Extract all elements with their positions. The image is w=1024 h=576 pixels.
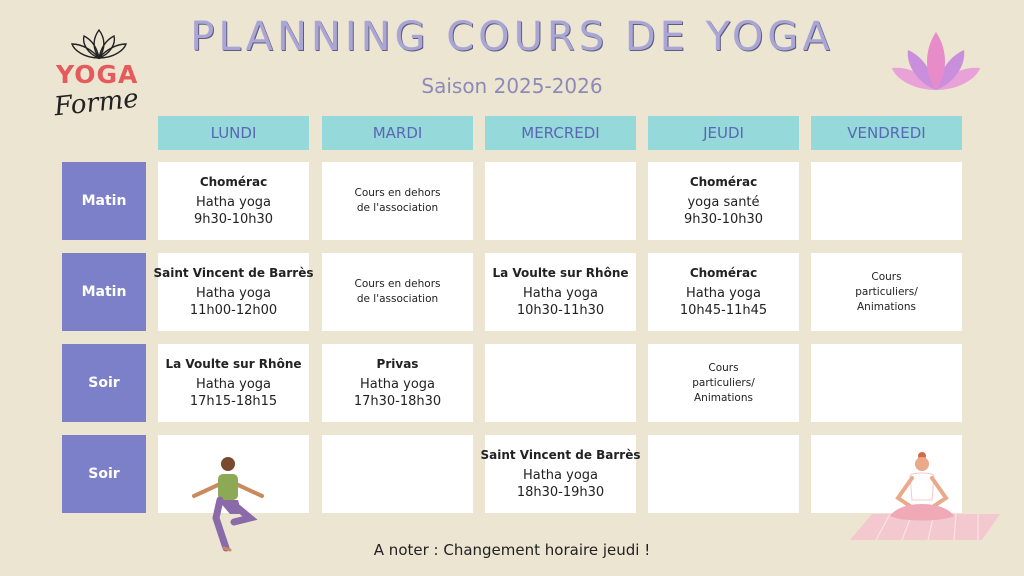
schedule-cell (648, 435, 799, 513)
cell-line: Hatha yoga (195, 376, 272, 392)
cell-line: 10h30-11h30 (516, 302, 605, 318)
schedule-cell (648, 253, 799, 331)
season-subtitle: Saison 2025-2026 (421, 74, 603, 98)
cell-line: Cours (708, 361, 739, 374)
cell-line: Hatha yoga (522, 467, 599, 483)
header-vendredi: VENDREDI (811, 116, 962, 150)
cell-location: Chomérac (199, 174, 268, 189)
schedule-cell (322, 344, 473, 422)
cell-line: Animations (693, 391, 753, 404)
cell-location: Privas (376, 356, 419, 371)
cell-location: Chomérac (689, 174, 758, 189)
cell-line: Hatha yoga (195, 194, 272, 210)
schedule-cell (322, 253, 473, 331)
cell-location: Saint Vincent de Barrès (480, 447, 641, 462)
cell-line: 17h15-18h15 (189, 393, 278, 409)
row-label: Matin (62, 253, 146, 331)
cell-line: Cours en dehors (354, 187, 441, 199)
cell-line: 9h30-10h30 (683, 211, 764, 227)
cell-line: 9h30-10h30 (193, 211, 274, 227)
header-mercredi: MERCREDI (485, 116, 636, 150)
yoga-forme-logo (50, 28, 150, 132)
row-label: Soir (62, 435, 146, 513)
cell-location: La Voulte sur Rhône (492, 265, 629, 280)
cell-line: Animations (856, 300, 916, 313)
schedule-cell (648, 344, 799, 422)
schedule-cell (811, 162, 962, 240)
cell-location: La Voulte sur Rhône (165, 356, 302, 371)
schedule-cell (811, 253, 962, 331)
schedule-cell (648, 162, 799, 240)
schedule-cell (153, 253, 314, 331)
lotus-outline-icon (64, 28, 134, 62)
schedule-cell (480, 435, 641, 513)
row-label: Matin (62, 162, 146, 240)
logo-forme-text: Forme (52, 83, 141, 123)
cell-line: de l'association (356, 293, 439, 305)
header-lundi: LUNDI (158, 116, 309, 150)
schedule-cell (322, 435, 473, 513)
schedule-cell (485, 162, 636, 240)
meditating-yoga-figure-icon (850, 450, 1000, 544)
cell-line: particuliers/ (855, 285, 918, 298)
schedule-cell (485, 344, 636, 422)
cell-line: Cours en dehors (354, 278, 441, 290)
cell-line: 11h00-12h00 (189, 302, 278, 318)
standing-yoga-figure-icon (186, 452, 270, 552)
cell-line: Hatha yoga (685, 285, 762, 301)
cell-line: Hatha yoga (522, 285, 599, 301)
schedule-cell (322, 162, 473, 240)
schedule-cell (485, 253, 636, 331)
pink-lotus-icon (890, 28, 982, 96)
cell-line: yoga santé (687, 194, 760, 210)
header-mardi: MARDI (322, 116, 473, 150)
cell-line: Hatha yoga (359, 376, 436, 392)
page-title: PLANNING COURS DE YOGA (190, 14, 834, 60)
cell-location: Chomérac (689, 265, 758, 280)
schedule-cell (811, 344, 962, 422)
cell-line: 10h45-11h45 (679, 302, 768, 318)
cell-line: 18h30-19h30 (516, 484, 605, 500)
schedule-cell (158, 162, 309, 240)
row-label: Soir (62, 344, 146, 422)
footnote: A noter : Changement horaire jeudi ! (373, 541, 651, 559)
cell-line: Cours (871, 270, 902, 283)
cell-line: particuliers/ (692, 376, 755, 389)
cell-line: 17h30-18h30 (353, 393, 442, 409)
cell-line: de l'association (356, 202, 439, 214)
logo-yoga-text: YOGA (56, 60, 139, 89)
header-jeudi: JEUDI (648, 116, 799, 150)
schedule-cell (158, 344, 309, 422)
cell-line: Hatha yoga (195, 285, 272, 301)
cell-location: Saint Vincent de Barrès (153, 265, 314, 280)
